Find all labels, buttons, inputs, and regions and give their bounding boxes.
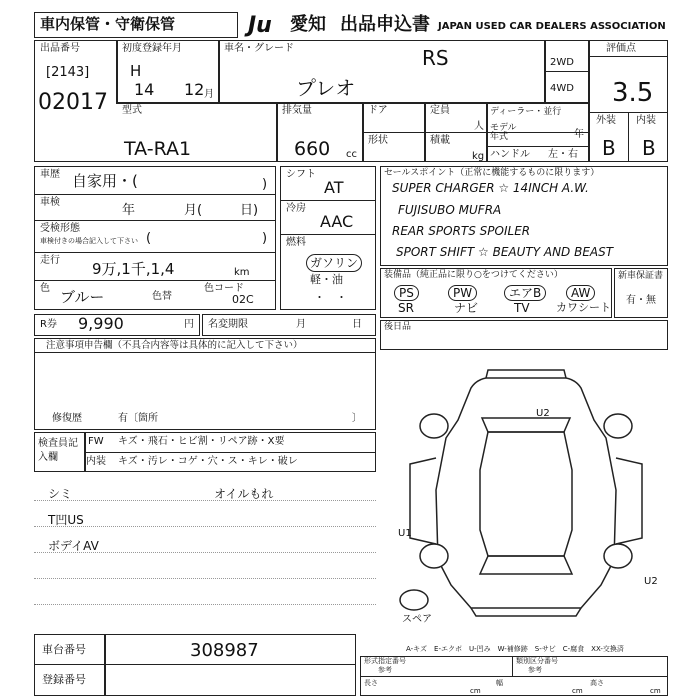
inspection-year-unit: 年: [122, 203, 136, 218]
rear-window: [480, 556, 572, 574]
spare-label: スペア: [402, 614, 432, 625]
shape-label: 形状: [368, 135, 388, 146]
cert-ref-1: 参考: [378, 666, 392, 674]
divider: [588, 40, 590, 162]
model-label: 車名・グレード: [224, 43, 294, 54]
voucher-label: R券: [40, 319, 57, 330]
storage-title: 車内保管・守衛保管: [40, 15, 176, 33]
divider: [218, 40, 220, 102]
acceptance-label: 受検形態: [40, 223, 80, 234]
cert-length: 長さ: [364, 679, 378, 687]
cert-class-label: 類別区分番号: [516, 657, 558, 665]
note-line: [34, 604, 376, 605]
name-change-label: 名変期限: [208, 319, 248, 330]
equip-navi: ナビ: [454, 301, 479, 315]
exterior-grade: B: [602, 136, 616, 160]
wheel-rear-left: [420, 544, 448, 568]
color-change-label: 色替: [152, 291, 172, 302]
divider: [628, 112, 629, 162]
car-roof: [480, 432, 572, 556]
divider: [116, 102, 588, 104]
interior-inspect-label: 内装: [86, 456, 106, 467]
type-value: TA-RA1: [124, 138, 192, 160]
model-grade: RS: [422, 46, 449, 70]
exterior-label: 外装: [596, 115, 616, 126]
interior-grade: B: [642, 136, 656, 160]
shift-label: シフト: [286, 169, 316, 180]
equip-airbag: エアB: [504, 285, 546, 301]
fuel-diesel: 軽・油: [310, 273, 343, 286]
wheel-front-right: [604, 414, 632, 438]
equip-aw: AW: [566, 285, 595, 301]
spare-wheel: [400, 590, 428, 610]
first-reg-year: 14: [134, 80, 155, 99]
voucher-value: 9,990: [78, 314, 124, 333]
association-name: JAPAN USED CAR DEALERS ASSOCIATION: [438, 21, 666, 32]
sales-point-item: FUJISUBO MUFRA: [398, 203, 502, 217]
cert-width-cm: cm: [572, 687, 583, 695]
left-side: [410, 458, 436, 544]
color-value: ブルー: [60, 288, 105, 306]
lot-ref: [2143]: [46, 65, 90, 80]
fw-items: キズ・飛石・ヒビ割・リペア跡・X要: [118, 436, 285, 447]
history-close: ): [262, 177, 268, 192]
fuel-dots: ・ ・: [314, 291, 347, 304]
inspection-month-unit: 月(: [184, 203, 203, 218]
cert-length-cm: cm: [470, 687, 481, 695]
interior-label: 内装: [636, 115, 656, 126]
mileage-unit: km: [234, 267, 250, 278]
capacity-unit: 人: [474, 121, 484, 132]
equip-seat: カワシート: [556, 301, 611, 314]
sales-point-item: SUPER CHARGER ☆ 14INCH A.W.: [392, 181, 589, 195]
rear-date-label: 後日品: [384, 322, 412, 332]
divider: [512, 656, 513, 676]
equip-tv: TV: [514, 301, 530, 315]
cert-width: 幅: [496, 679, 503, 687]
mark-u2-top: U2: [536, 408, 550, 419]
model-name: プレオ: [296, 76, 356, 100]
cooler-label: 冷房: [286, 203, 306, 214]
first-reg-era: H: [130, 62, 142, 80]
sales-point-item: REAR SPORTS SPOILER: [392, 224, 531, 238]
warranty-label: 新車保証書: [618, 271, 664, 281]
document-title: 出品申込書: [340, 14, 430, 35]
inspection-day-unit: 日): [240, 203, 259, 218]
note-dent: T凹US: [48, 513, 84, 527]
capacity-label: 定員: [430, 105, 450, 116]
divider: [34, 352, 376, 353]
equipment-label: 装備品（純正品に限り○をつけてください）: [384, 270, 563, 280]
divider: [104, 634, 106, 696]
damage-legend: A-キズ E-エクボ U-凹み W-補修跡 S-サビ C-腐食 XX-交換済: [406, 645, 624, 653]
acceptance-close: ): [262, 231, 268, 246]
fuel-gas: ガソリン: [306, 254, 362, 272]
cert-type-label: 形式指定番号: [364, 657, 406, 665]
divider: [34, 664, 356, 665]
note-body: ボデイAV: [48, 539, 99, 553]
sales-point-item: SPORT SHIFT ☆ BEAUTY AND BEAST: [396, 245, 614, 259]
sales-points-label: セールスポイント（正常に機能するものに限ります）: [384, 168, 600, 178]
load-unit: kg: [472, 151, 485, 162]
warranty-options: 有・無: [626, 295, 656, 306]
chassis-label: 車台番号: [42, 643, 86, 656]
wheel-front-left: [420, 414, 448, 438]
history-value: 自家用・(: [72, 172, 138, 190]
inspector-label: 検査員記入欄: [38, 438, 78, 463]
fw-label: FW: [88, 436, 104, 447]
cert-height-cm: cm: [650, 687, 661, 695]
rear-bumper: [471, 608, 581, 616]
handle-options: 左・右: [548, 149, 578, 160]
repair-close: 〕: [352, 413, 362, 424]
divider: [544, 71, 588, 72]
divider: [362, 132, 588, 133]
chassis-number: 308987: [190, 640, 259, 661]
name-change-day: 日: [352, 319, 362, 330]
mileage-value: 9万,1千,1,4: [92, 260, 175, 278]
divider: [34, 280, 276, 281]
repair-options: 有〔箇所: [118, 413, 158, 424]
color-label: 色: [40, 283, 50, 294]
cert-height: 高さ: [590, 679, 604, 687]
model-year-label: モデル年式: [490, 123, 517, 142]
first-reg-month: 12: [184, 80, 205, 99]
note-line: [34, 578, 376, 579]
name-change-month: 月: [296, 319, 306, 330]
front-bumper: [486, 370, 566, 378]
divider: [34, 252, 276, 253]
divider: [34, 194, 276, 195]
doors-label: ドア: [368, 105, 388, 116]
divider: [276, 102, 278, 162]
repair-label: 修復歴: [52, 413, 82, 424]
grade-eval-label: 評価点: [606, 43, 636, 54]
divider: [280, 234, 376, 235]
windshield: [482, 418, 570, 432]
lot-label: 出品番号: [40, 43, 80, 54]
divider: [360, 676, 668, 677]
first-reg-label: 初度登録年月: [122, 43, 182, 54]
mark-u1-left: U1: [398, 528, 412, 539]
cooler-value: AAC: [320, 212, 354, 231]
divider: [588, 56, 668, 57]
equip-ps: PS: [394, 285, 419, 301]
inspection-label: 車検: [40, 197, 60, 208]
equip-pw: PW: [448, 285, 477, 301]
displacement-label: 排気量: [282, 105, 312, 116]
grade-eval-score: 3.5: [612, 78, 654, 108]
drive-2wd: 2WD: [550, 57, 574, 68]
note-oil-leak: オイルもれ: [214, 487, 274, 501]
divider: [34, 220, 276, 221]
mileage-label: 走行: [40, 255, 60, 266]
ju-logo: Ju: [248, 13, 272, 38]
handle-label: ハンドル: [490, 149, 530, 160]
note-line: [34, 500, 376, 501]
divider: [486, 146, 588, 147]
wheel-rear-right: [604, 544, 632, 568]
displacement-value: 660: [294, 138, 331, 160]
voucher-unit: 円: [184, 319, 194, 330]
color-code-label: 色コード: [204, 283, 244, 294]
first-reg-month-unit: 月: [204, 89, 214, 100]
note-line: [34, 526, 376, 527]
mark-u2-right: U2: [644, 576, 658, 587]
divider: [84, 452, 376, 453]
drive-4wd: 4WD: [550, 83, 574, 94]
reg-number-label: 登録番号: [42, 673, 86, 686]
rear-date-box: [380, 320, 668, 350]
notes-label: 注意事項申告欄（不具合内容等は具体的に記入して下さい）: [46, 340, 303, 351]
car-diagram: [376, 360, 676, 630]
lot-number: 02017: [38, 90, 108, 115]
interior-items: キズ・汚レ・コゲ・穴・ス・キレ・破レ: [118, 456, 298, 467]
note-stain: シミ: [48, 487, 73, 501]
acceptance-open: (: [146, 231, 152, 246]
model-year-unit: 年: [574, 129, 584, 140]
divider: [116, 40, 118, 102]
cert-ref-2: 参考: [528, 666, 542, 674]
equip-sr: SR: [398, 301, 414, 315]
acceptance-note: 車検付きの場合記入して下さい: [40, 237, 138, 245]
logo-region: 愛知: [290, 14, 326, 35]
right-side: [616, 458, 642, 544]
divider: [280, 200, 376, 201]
history-label: 車歴: [40, 169, 60, 180]
type-label: 型式: [122, 105, 142, 116]
fuel-label: 燃料: [286, 237, 306, 248]
load-label: 積載: [430, 135, 450, 146]
color-code: 02C: [232, 293, 254, 306]
shift-value: AT: [324, 178, 344, 197]
dealer-label: ディーラー・並行: [490, 107, 562, 117]
displacement-unit: cc: [346, 149, 357, 160]
